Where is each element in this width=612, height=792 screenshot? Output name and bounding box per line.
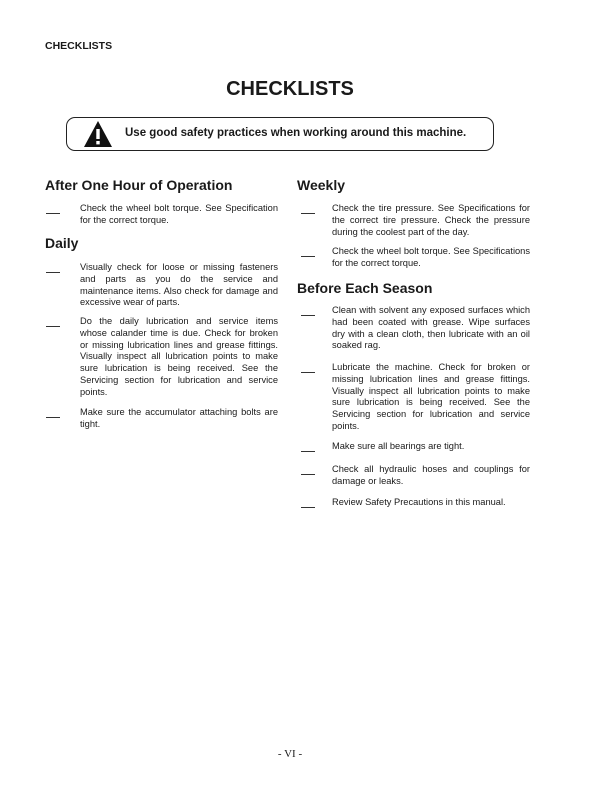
checklist-item: Clean with solvent any exposed surfaces which had been coated with grease. Wipe surfaces dry with a clean cloth, then lubricate with an oil soaked rag. — [332, 305, 530, 351]
checkbox-blank[interactable] — [46, 213, 60, 214]
checklist-item: Check the wheel bolt torque. See Specification for the correct torque. — [80, 203, 278, 225]
heading-weekly: Weekly — [297, 177, 345, 193]
heading-daily: Daily — [45, 235, 79, 251]
checkbox-blank[interactable] — [46, 417, 60, 418]
page-title: CHECKLISTS — [226, 78, 354, 100]
checkbox-blank[interactable] — [301, 372, 315, 373]
checklist-item: Check the tire pressure. See Specifications for the correct tire pressure. Check the pressure during the coolest part of the day. — [332, 203, 530, 237]
heading-before-each-season: Before Each Season — [297, 280, 433, 296]
checkbox-blank[interactable] — [301, 451, 315, 452]
checklist-item: Lubricate the machine. Check for broken or missing lubrication lines and grease fittings. Visually inspect all lubrication points to make sure lubrication is being received. See the Servicing section for lubrication and service points. — [332, 362, 530, 431]
checkbox-blank[interactable] — [301, 213, 315, 214]
checkbox-blank[interactable] — [301, 315, 315, 316]
safety-warning-box — [66, 117, 494, 151]
checklist-item: Check the wheel bolt torque. See Specifications for the correct torque. — [332, 246, 530, 268]
checkbox-blank[interactable] — [301, 507, 315, 508]
running-header: CHECKLISTS — [45, 40, 113, 52]
checkbox-blank[interactable] — [46, 326, 60, 327]
checklist-item: Do the daily lubrication and service items whose calander time is due. Check for broken or missing lubrication lines and grease fittings. Visually inspect all lubrication points to make sure lubrication is being received. See the Servicing section for lubrication and service points. — [80, 316, 278, 397]
checklist-item: Make sure all bearings are tight. — [332, 441, 465, 451]
checkbox-blank[interactable] — [301, 474, 315, 475]
checkbox-blank[interactable] — [46, 272, 60, 273]
warning-icon — [83, 120, 113, 148]
page-number: - VI - — [277, 748, 303, 760]
heading-after-one-hour: After One Hour of Operation — [45, 177, 233, 193]
warning-text: Use good safety practices when working around this machine. — [125, 127, 467, 139]
checklist-item: Review Safety Precautions in this manual. — [332, 497, 506, 507]
checklist-item: Check all hydraulic hoses and couplings for damage or leaks. — [332, 464, 530, 486]
checklist-item: Visually check for loose or missing fasteners and parts as you do the service and maintenance items. Also check for damage and excessive wear of parts. — [80, 262, 278, 308]
checklist-item: Make sure the accumulator attaching bolts are tight. — [80, 407, 278, 429]
checkbox-blank[interactable] — [301, 256, 315, 257]
